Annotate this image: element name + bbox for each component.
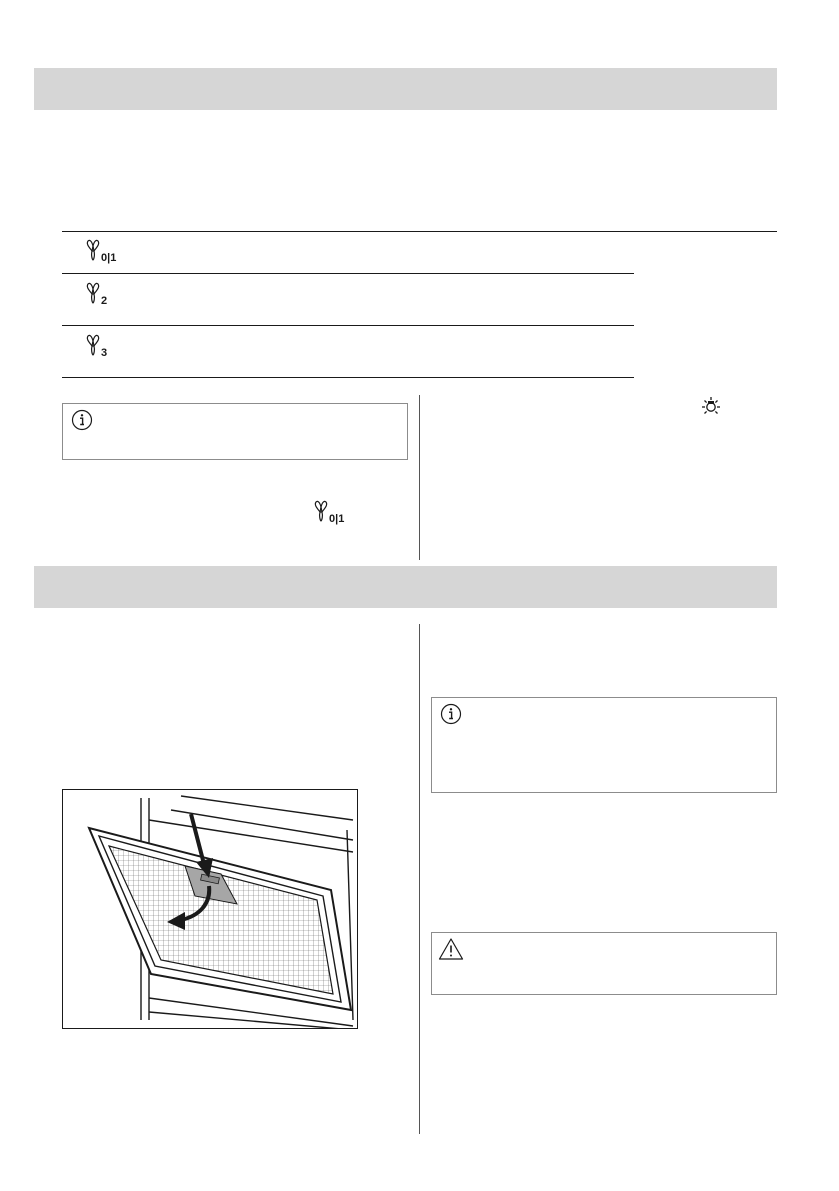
column-divider [419,624,420,1134]
info-note [62,403,408,460]
light-icon [699,395,723,419]
table-row-rule [62,325,634,326]
grease-filter-illustration [62,789,358,1029]
fan-icon [84,238,130,264]
warning-note [431,932,777,995]
info-note [431,697,777,793]
fan-icon [312,499,358,525]
info-icon [440,703,462,725]
table-top-rule [62,231,777,232]
warning-icon [438,937,464,961]
section-header-care-cleaning [34,566,777,608]
fan-speed-subscript: 0|1 [101,252,117,264]
info-icon [71,409,93,431]
fan-speed-subscript: 3 [101,347,108,359]
fan-icon [84,281,130,307]
section-header-operation [34,68,777,110]
table-row-rule [62,273,634,274]
fan-speed-subscript: 0|1 [329,513,345,525]
fan-icon [84,333,130,359]
column-divider [419,395,420,560]
filter-drawing [63,790,358,1029]
fan-speed-subscript: 2 [101,295,108,307]
table-bottom-rule [62,377,634,378]
